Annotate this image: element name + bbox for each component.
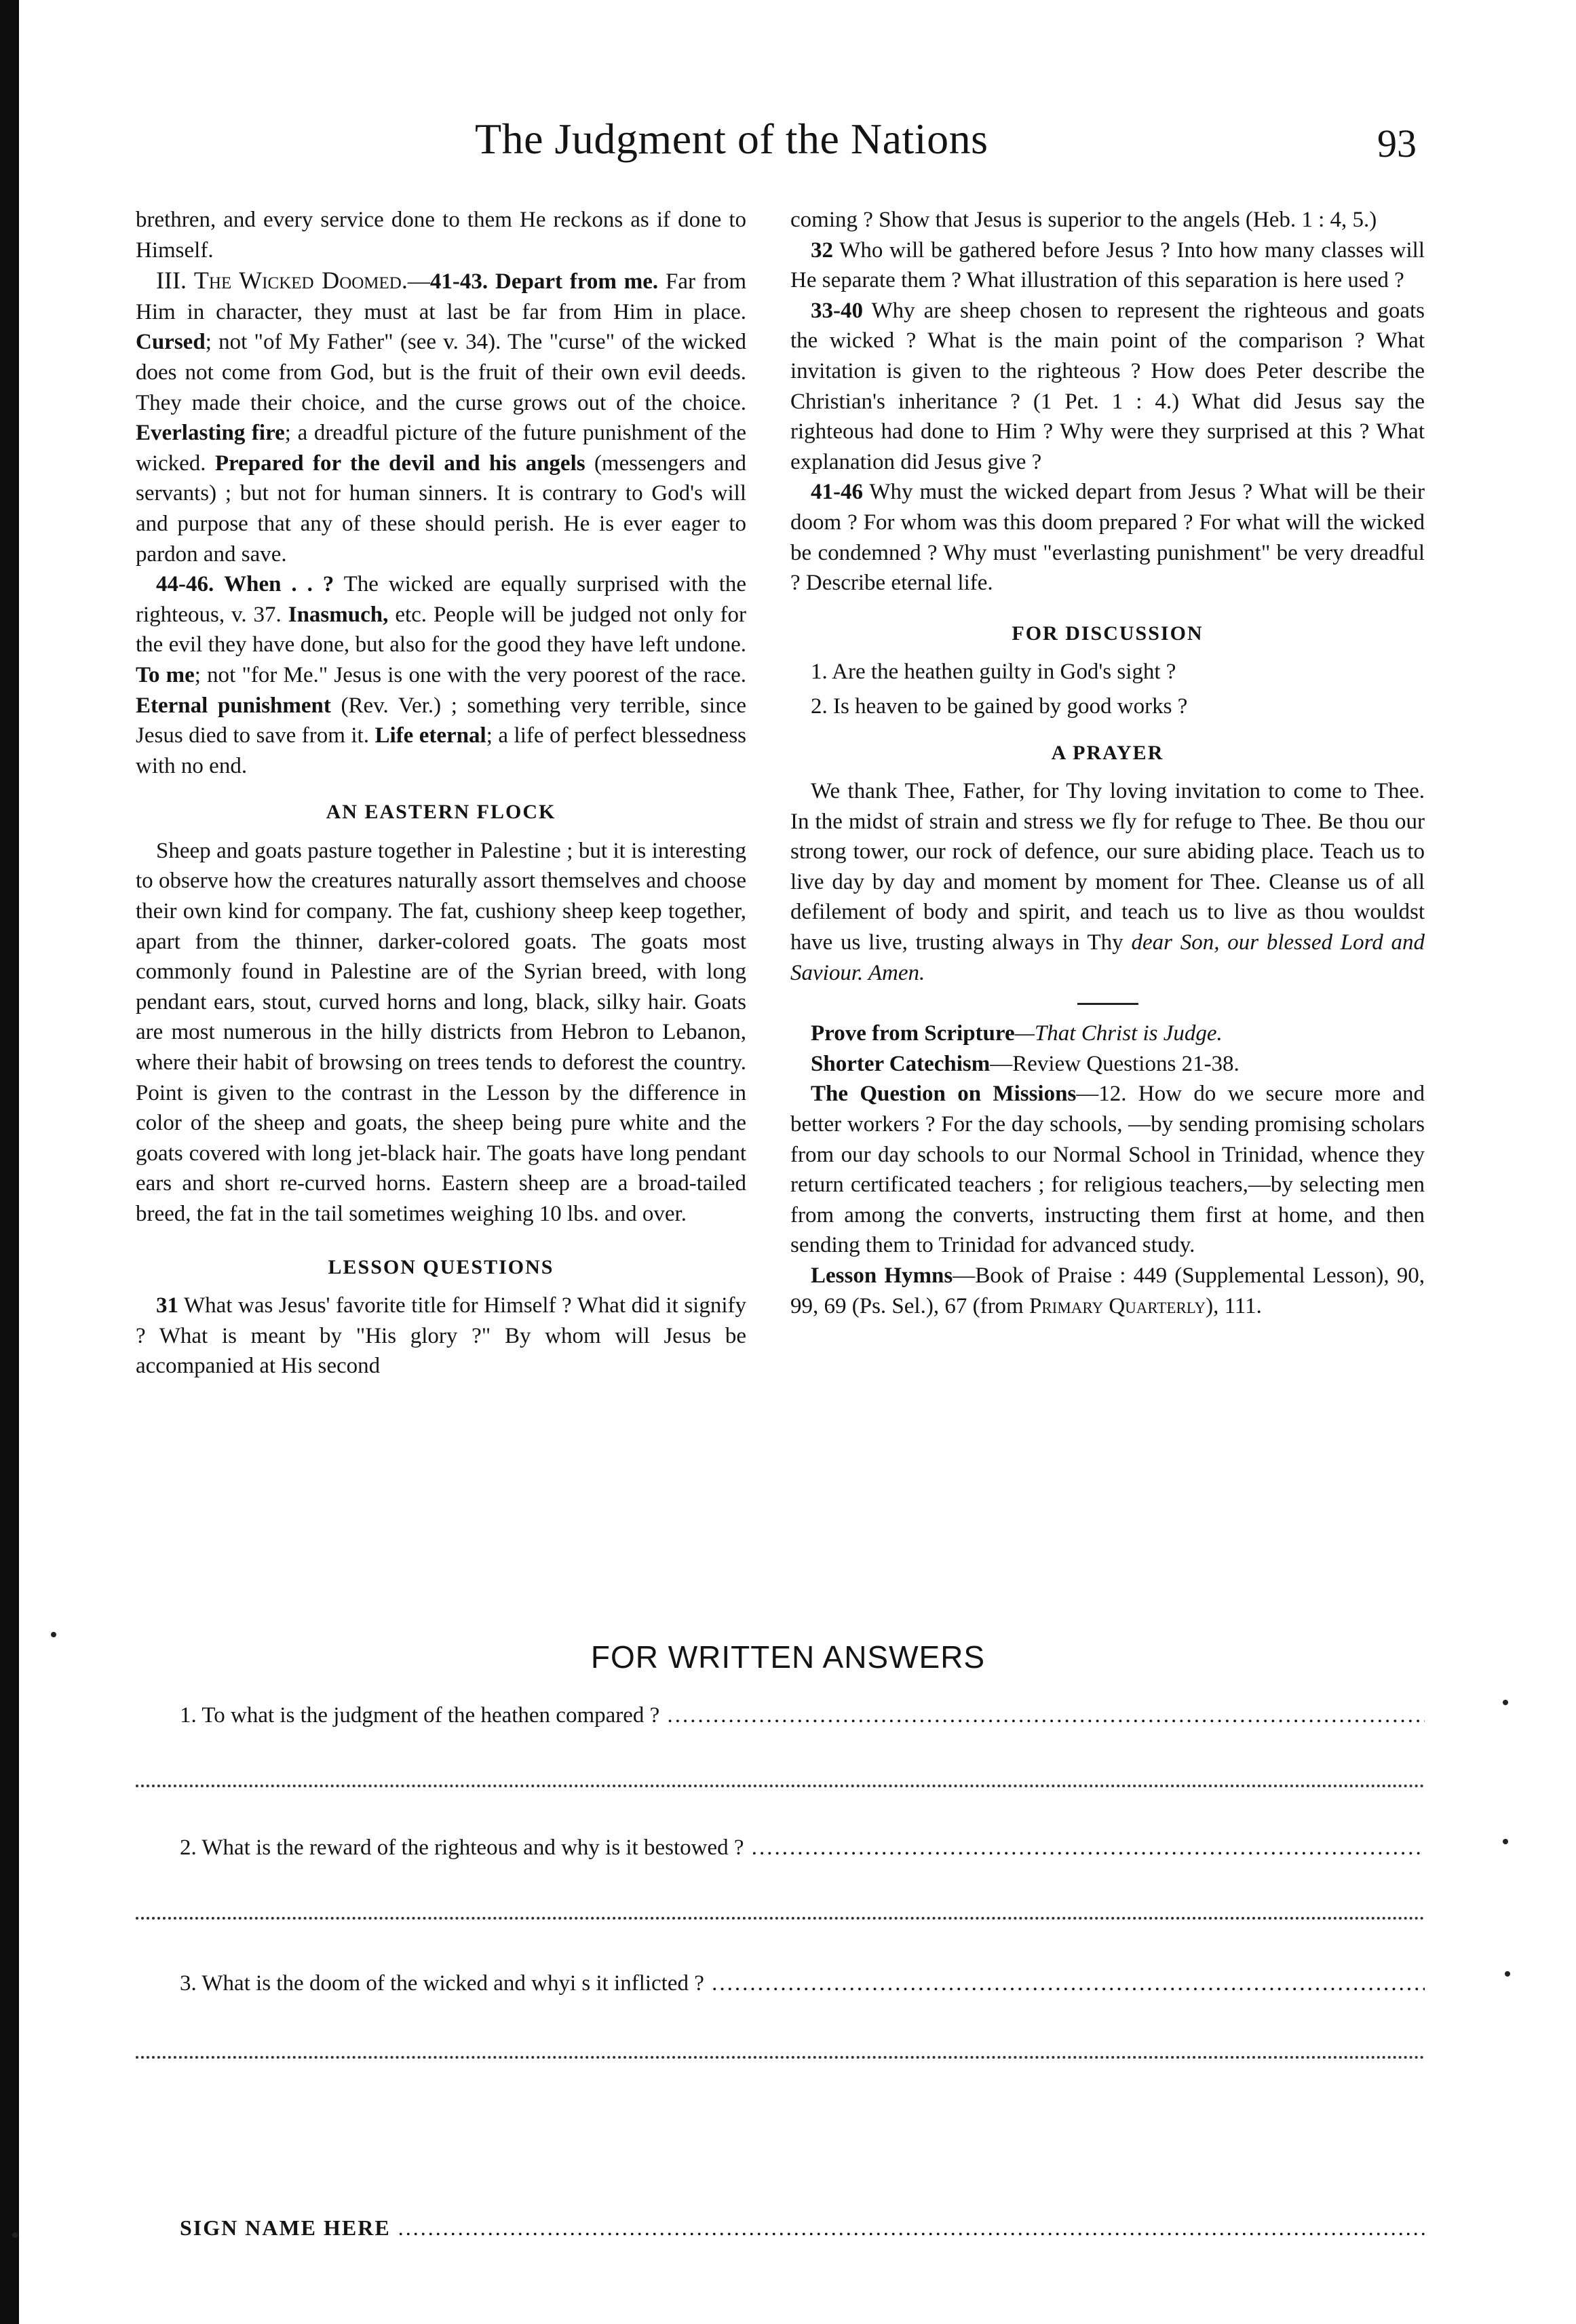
scan-speck xyxy=(1503,1700,1508,1705)
prayer-text: We thank Thee, Father, for Thy loving invitation to come to Thee. In the midst of strain and stress we fly for refuge to Thee. Be thou our strong tower, our rock of defence, our sure abiding place. Teach us to live day by day and moment by moment for Thee. Cleanse us of all defilement of body and spirit, and teach us to live as thou wouldst have us live, trusting always in Thy dear Son, our blessed Lord and Saviour. Amen. xyxy=(790,779,1425,985)
written-question-1: 1. To what is the judgment of the heathen compared ? ..... xyxy=(180,1703,1425,1728)
page-title: The Judgment of the Nations xyxy=(475,115,988,163)
prayer-heading: A PRAYER xyxy=(1051,741,1164,764)
scan-speck xyxy=(1503,1839,1508,1844)
discussion-item: 2. Is heaven to be gained by good works ? xyxy=(811,693,1188,719)
answer-line-3[interactable] xyxy=(136,2056,1425,2059)
written-answers-title: FOR WRITTEN ANSWERS xyxy=(590,1639,986,1675)
eastern-flock-heading: AN EASTERN FLOCK xyxy=(326,801,556,824)
wicked-doomed-paragraph: III. The Wicked Doomed.—41-43. Depart from me. Far from Him in character, they must at last be far from Him in place. Cursed; not "of My Father" (see v. 34). The "curse" of the wicked does not come from God, but is the fruit of their own evil deeds. They made their choice, and the curse grows out of the choice. Everlasting fire; a dreadful picture of the future punishment of the wicked. Prepared for the devil and his angels (messengers and servants) ; but not for human sinners. It is contrary to God's will and purpose that any of these should perish. He is ever eager to pardon and save. xyxy=(136,267,747,567)
eastern-flock-text: Sheep and goats pasture together in Palestine ; but it is interesting to observe how the creatures naturally assort themselves and choose their own kind for company. The fat, cushiony sheep keep together, apart from the thinner, darker-colored goats. The goats most commonly found in Palestine are of the Syrian breed, with long pendant ears, stout, curved horns and long, black, silky hair. Goats are most numerous in the hilly districts from Hebron to Lebanon, where their habit of browsing on trees tends to deforest the country. Point is given to the contrast in the Lesson by the difference in color of the sheep and goats, the sheep being pure white and the goats covered with long jet-black hair. The goats have long pendant ears and short re-curved horns. Eastern sheep are a broad-tailed breed, the fat in the tail sometimes weighing 10 lbs. and over. xyxy=(136,838,746,1226)
left-column xyxy=(136,205,746,1382)
question-33-40: 33-40 Why are sheep chosen to represent the righteous and goats the wicked ? What is the main point of the comparison ? What invitation is given to the righteous ? How does Peter describe the Christian's inheritance ? (1 Pet. 1 : 4.) What did Jesus say the righteous had done to Him ? Why were they surprised at this ? What explanation did Jesus give ? xyxy=(790,298,1425,474)
divider xyxy=(1077,1003,1138,1005)
sign-name-field[interactable]: SIGN NAME HERE ..... xyxy=(180,2215,1425,2241)
question-31: 31 What was Jesus' favorite title for Himself ? What did it signify ? What is meant by "His glory ?" By whom will Jesus be accompanied at His second xyxy=(136,1293,746,1379)
shorter-catechism: Shorter Catechism—Review Questions 21-38. xyxy=(811,1051,1239,1076)
discussion-item: 1. Are the heathen guilty in God's sight ? xyxy=(811,660,1176,685)
scan-speck xyxy=(51,1632,56,1637)
question-31-continued: coming ? Show that Jesus is superior to the angels (Heb. 1 : 4, 5.) xyxy=(790,208,1377,232)
question-on-missions: The Question on Missions—12. How do we secure more and better workers ? For the day schools, —by sending promising scholars from our day schools to our Normal School in Trinidad, whence they return certificated teachers ; for religious teachers,—by selecting men from among the converts, instructing them first at home, and then sending them to Trinidad for advanced study. xyxy=(790,1082,1425,1258)
prove-from-scripture: Prove from Scripture—That Christ is Judge. xyxy=(811,1021,1223,1046)
discussion-list xyxy=(790,657,1425,721)
lesson-hymns: Lesson Hymns—Book of Praise : 449 (Supplemental Lesson), 90, 99, 69 (Ps. Sel.), 67 (from Primary Quarterly), 111. xyxy=(790,1263,1425,1318)
answer-line-1[interactable] xyxy=(136,1785,1425,1787)
right-column xyxy=(790,205,1425,1321)
when-paragraph: 44-46. When . . ? The wicked are equally surprised with the righteous, v. 37. Inasmuch, etc. People will be judged not only for the evil they have done, but also for the good they have left undone. To me; not "for Me." Jesus is one with the very poorest of the race. Eternal punishment (Rev. Ver.) ; something very terrible, since Jesus died to save from it. Life eternal; a life of perfect blessedness with no end. xyxy=(136,572,747,778)
written-question-2: 2. What is the reward of the righteous and why is it bestowed ? ..... xyxy=(180,1835,1425,1861)
written-question-3: 3. What is the doom of the wicked and whyi s it inflicted ? ..... xyxy=(180,1971,1425,1996)
lesson-questions-heading: LESSON QUESTIONS xyxy=(328,1255,554,1278)
scan-speck xyxy=(12,2232,18,2238)
page-number: 93 xyxy=(1377,121,1417,166)
question-32: 32 Who will be gathered before Jesus ? Into how many classes will He separate them ? What illustration of this separation is here used ? xyxy=(790,237,1425,293)
intro-paragraph: brethren, and every service done to them He reckons as if done to Himself. xyxy=(136,208,746,263)
scan-speck xyxy=(1505,1971,1510,1977)
binding-edge xyxy=(0,0,19,2324)
question-41-46: 41-46 Why must the wicked depart from Jesus ? What will be their doom ? For whom was this doom prepared ? For what will the wicked be condemned ? Why must "everlasting punishment" be very dreadful ? Describe eternal life. xyxy=(790,480,1425,596)
section-heading-wicked: III. The Wicked Doomed. xyxy=(156,267,408,294)
discussion-heading: FOR DISCUSSION xyxy=(1012,622,1204,645)
answer-line-2[interactable] xyxy=(136,1917,1425,1920)
